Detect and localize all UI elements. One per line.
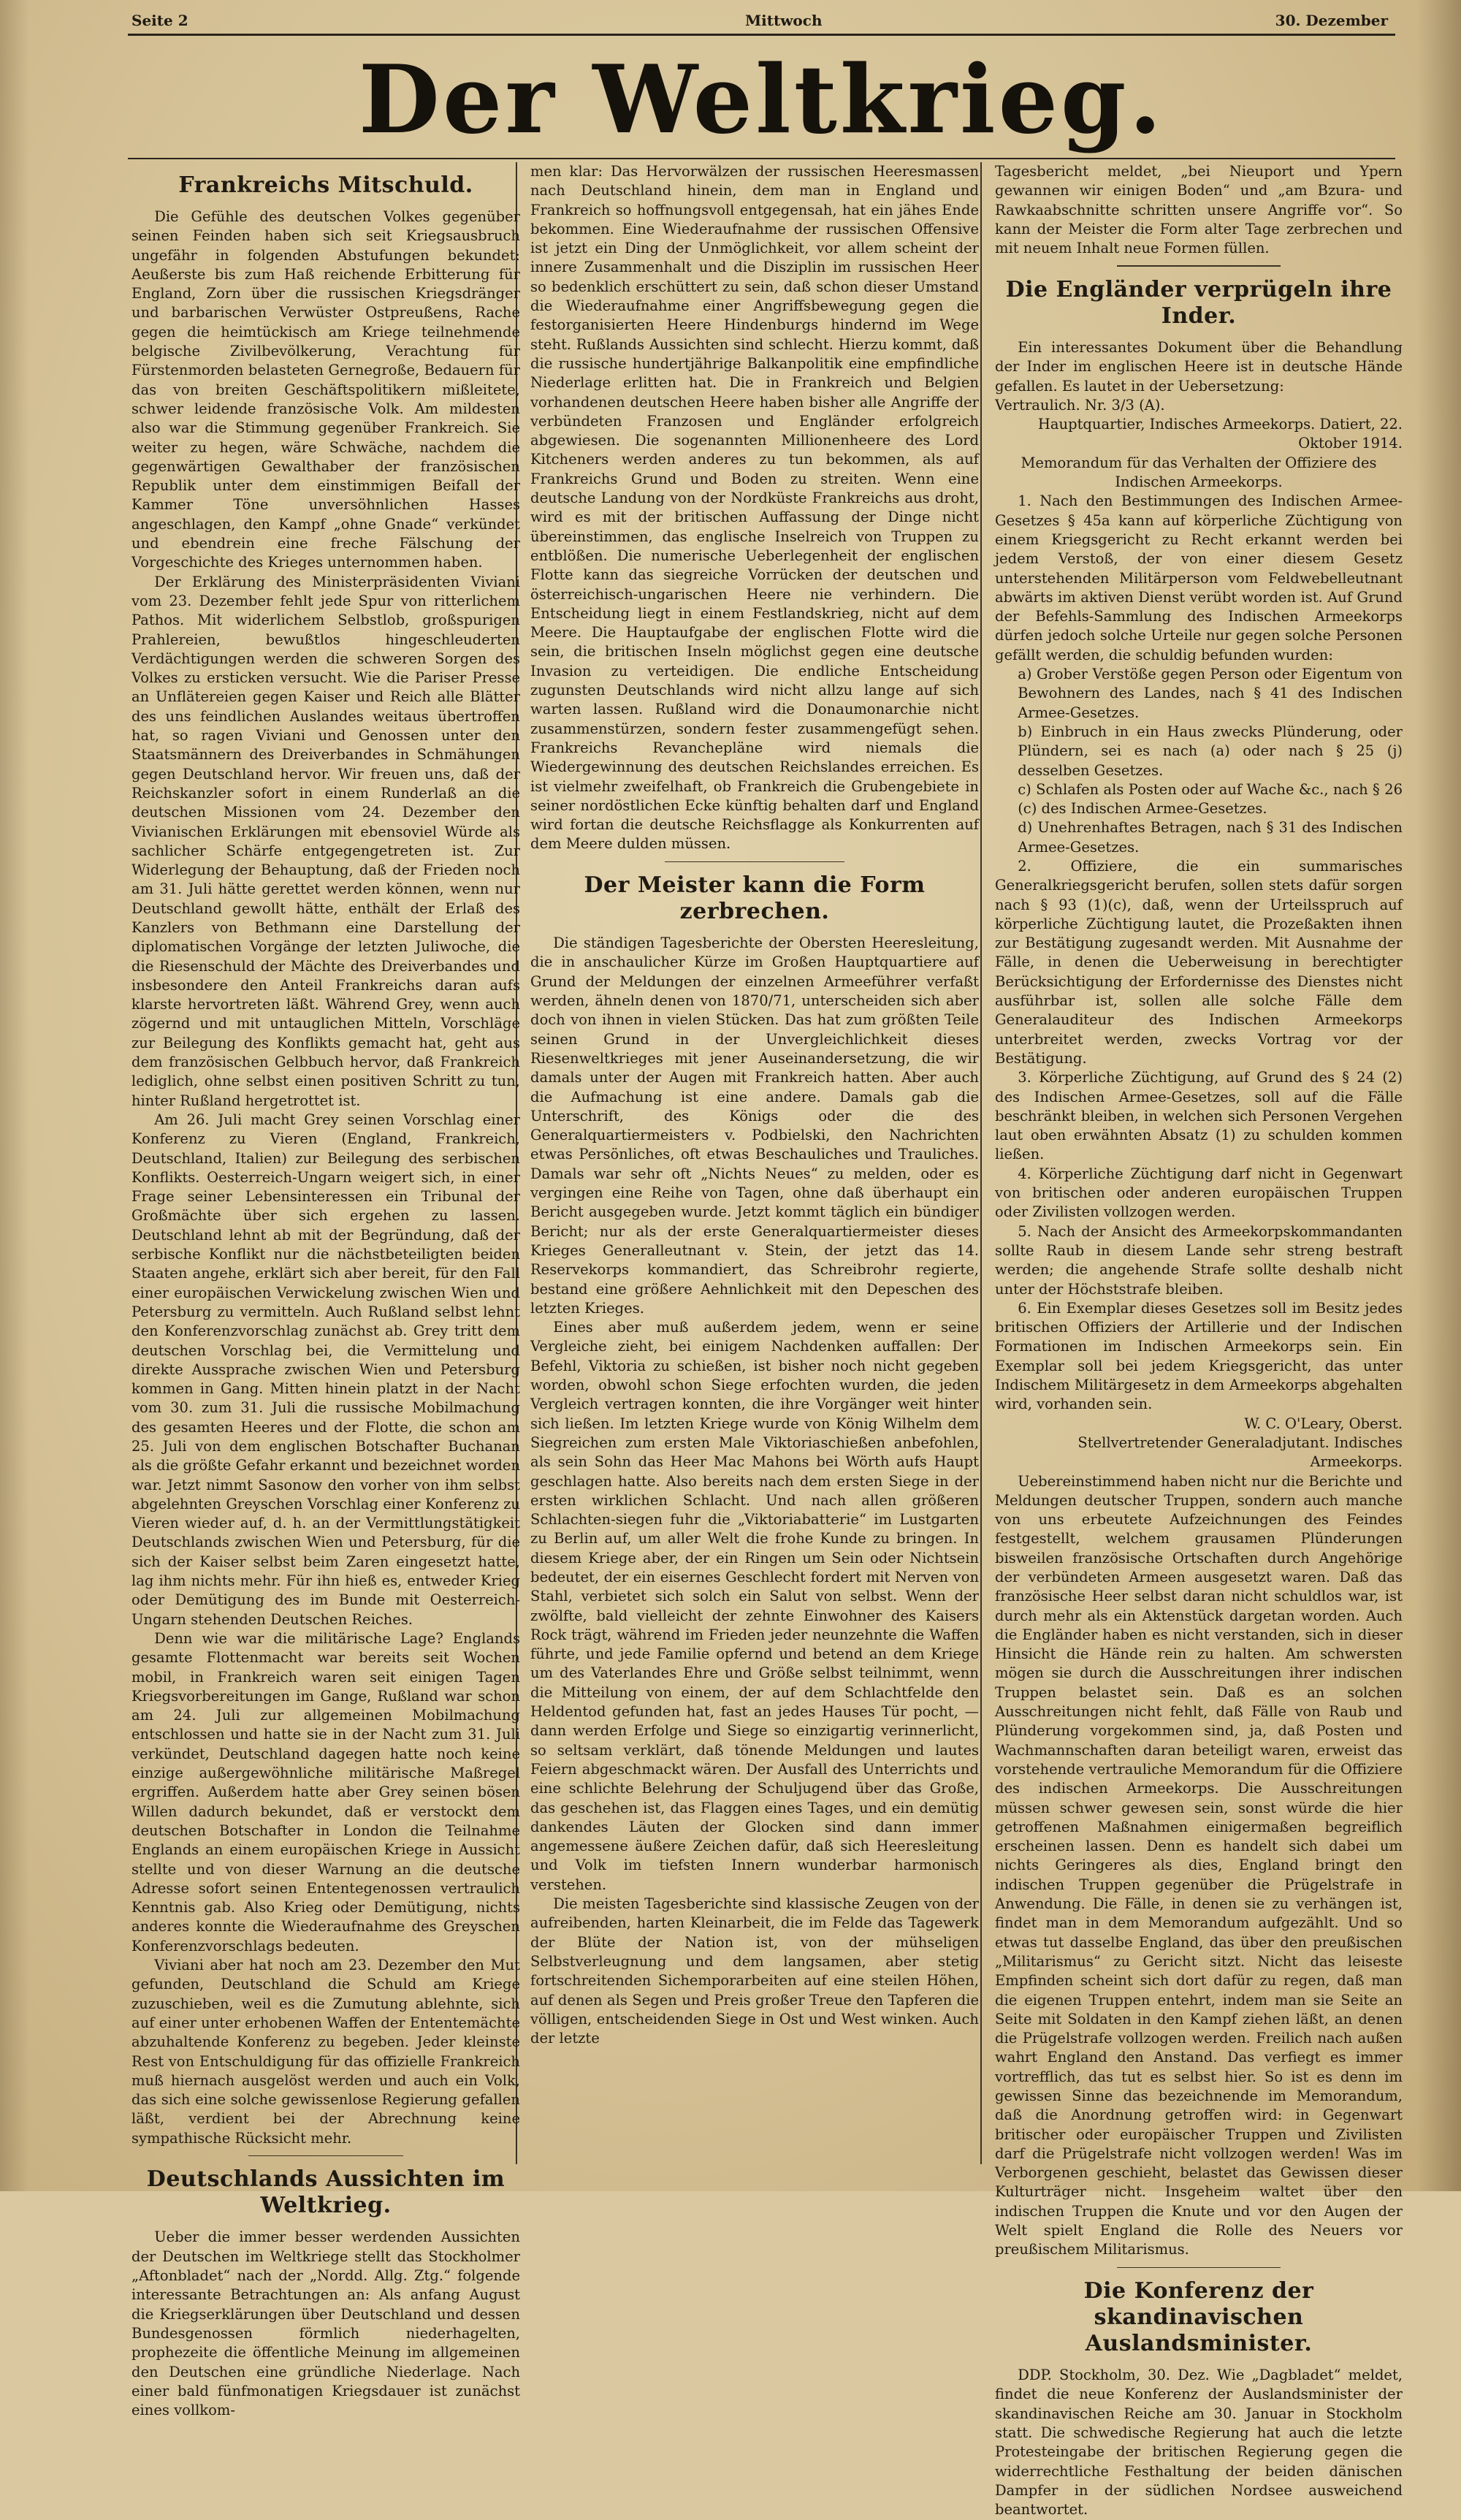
column-2 bbox=[520, 162, 985, 2164]
article-paragraph: Uebereinstimmend haben nicht nur die Berichte und Meldungen deutscher Truppen, sondern auch manche von uns erbeutete Aufzeichnungen des Feindes festgestellt, welchem grausamen Plünderungen bisweilen französische Ortschaften durch Angehörige der verbündeten Armeen ausgesetzt waren. Daß das französische Heer selbst daran nicht schuldlos war, ist durch mehr als ein Aktenstück dargetan worden. Auch die Engländer haben es nicht verstanden, sich in dieser Hinsicht die Hände rein zu halten. Am schwersten mögen sie durch die Ausschreitungen ihrer indischen Truppen belastet sein. Daß es an solchen Ausschreitungen nicht fehlt, daß Fälle von Raub und Plünderung vorgekommen sind, ja, daß Posten und Wachmannschaften daran beteiligt waren, erweist das vorstehende vertrauliche Memorandum für die Offiziere des indischen Armeekorps. Die Ausschreitungen müssen schwer gewesen sein, sonst würde die hier getroffenen Maßnahmen einigermaßen begreiflich erscheinen lassen. Denn es handelt sich dabei um nichts Geringeres als dies, England bringt den indischen Truppen gegenüber die Prügelstrafe in Anwendung. Die Fälle, in denen sie zu verhängen ist, findet man in dem Memorandum aufgezählt. Und so etwas tut dasselbe England, das über den preußischen „Militarismus“ zu Gericht sitzt. Nicht das leiseste Empfinden scheint sich dort dafür zu regen, daß man die eigenen Truppen entehrt, indem man sie Seite an Seite mit Soldaten in den Kampf ziehen läßt, an denen die Prügelstrafe vollzogen werden. Freilich nach außen wahrt England den Anstand. Das verfiegt es immer vortrefflich, das tut es selbst hier. So ist es denn im gewissen Sinne das bezeichnende im Memorandum, daß die Anordnung getroffen wird: in Gegenwart britischer oder europäischer Truppen und Zivilisten darf die Prügelstrafe nicht vollzogen werden! Was im Verborgenen geschieht, belastet das Gewissen dieser Kulturträger nicht. Insgeheim waltet über den indischen Truppen die Knute und vor den Augen der Welt spielt England die Rolle des Neuers vor preußischem Militarismus. bbox=[995, 1472, 1403, 2258]
article-headline: Der Meister kann die Form zerbrechen. bbox=[584, 872, 926, 925]
page-edge-shadow-right bbox=[1417, 0, 1461, 2191]
running-header bbox=[131, 10, 1388, 32]
article-paragraph: Ueber die immer besser werdenden Aussichten der Deutschen im Weltkriege stellt das Stockholmer „Aftonbladet“ nach der „Nordd. Allg. Ztg.“ folgende interessante Betrachtungen an: Als anfang August die Kriegserklärungen über Deutschland und dessen Bundesgenossen förmlich niederhagelten, prophezeite die öffentliche Meinung im allgemeinen den Deutschen eine gründliche Niederlage. Nach einer bald fünfmonatigen Kriegsdauer ist zunächst eines vollkom- bbox=[131, 2228, 520, 2419]
article-paragraph: 1. Nach den Bestimmungen des Indischen Armee-Gesetzes § 45a kann auf körperliche Züchtigung von einem Kriegsgericht zu Recht erkannt werden bei jedem Verstoß, der von einer diesem Gesetz unterstehenden Militärperson vom Feldwebelleutnant abwärts im aktiven Dienst verübt worden ist. Auf Grund der Befehls-Sammlung des Indischen Armeekorps dürfen jedoch solche Urteile nur gegen solche Personen gefällt werden, die schuldig befunden wurden: bbox=[995, 492, 1403, 663]
page-edge-shadow-left bbox=[0, 0, 29, 2191]
article-separator bbox=[665, 861, 844, 863]
article-paragraph: c) Schlafen als Posten oder auf Wache &c., nach § 26 (c) des Indischen Armee-Gesetzes. bbox=[1018, 780, 1403, 818]
article-headline: Die Engländer verprügeln ihre Inder. bbox=[1005, 276, 1392, 329]
article-separator bbox=[1117, 265, 1280, 267]
article-paragraph: Die ständigen Tagesberichte der Obersten Heeresleitung, die in anschaulicher Kürze im Großen Hauptquartiere auf Grund der Meldungen der einzelnen Armeeführer verfaßt werden, ähneln denen von 1870/71, unterscheiden sich aber doch von ihnen in vielen Stücken. Das hat zum größten Teile seinen Grund in der Unvergleichlichkeit dieses Riesenweltkrieges mit jener Auseinandersetzung, die wir damals unter der Augen mit Frankreich hatten. Aber auch die Aufmachung ist eine andere. Damals gab die Unterschrift, des Königs oder die des Generalquartiermeisters v. Podbielski, den Nachrichten etwas Persönliches, oft etwas Beschauliches und Trauliches. Damals war sehr oft „Nichts Neues“ zu melden, oder es vergingen eine Reihe von Tagen, ohne daß überhaupt ein Bericht ausgegeben wurde. Jetzt kommt täglich ein bündiger Bericht; nur als der erste Generalquartiermeister dieses Krieges Generalleutnant v. Stein, der jetzt das 14. Reservekorps kommandiert, das Schreibrohr regierte, bestand eine größere Aehnlichkeit mit den Depeschen des letzten Krieges. bbox=[530, 934, 979, 1317]
title-rule bbox=[128, 158, 1395, 159]
page-number: Seite 2 bbox=[131, 12, 188, 29]
article-paragraph: Ein interessantes Dokument über die Behandlung der Inder im englischen Heere ist in deutsche Hände gefallen. Es lautet in der Uebersetzung: bbox=[995, 338, 1403, 395]
article-paragraph: men klar: Das Hervorwälzen der russischen Heeresmassen nach Deutschland hinein, dem man in England und Frankreich so hoffnungsvoll entgegensah, hat ein jähes Ende bekommen. Eine Wiederaufnahme der russischen Offensive ist jetzt ein Ding der Unmöglichkeit, vor allem scheint der innere Zusammenhalt und die Disziplin im russischen Heer so bedenklich erschüttert zu sein, daß schon dieser Umstand die Wiederaufnahme einer Angriffsbewegung gegen die festorganisierten Heere Hindenburgs hindernd im Wege steht. Rußlands Aussichten sind schlecht. Hierzu kommt, daß die russische hundertjährige Balkanpolitik eine empfindliche Niederlage erlitten hat. Die in Frankreich und Belgien vorhandenen deutschen Heere haben bisher alle Angriffe der verbündeten Franzosen und Engländer erfolgreich abgewiesen. Die sogenannten Millionenheere des Lord Kitcheners werden anderes zu tun bekommen, als auf Frankreichs Grund und Boden zu streiten. Wenn eine deutsche Landung von der Nordküste Frankreichs aus droht, wird es mit der britischen Auffassung der Dinge nicht übereinstimmen, das englische Inselreich von Truppen zu entblößen. Die numerische Ueberlegenheit der englischen Flotte kann das siegreiche Vorrücken der deutschen und österreichisch-ungarischen Heere nie verhindern. Die Entscheidung liegt in einem Festlandskrieg, nicht auf dem Meere. Die Hauptaufgabe der englischen Flotte wird die sein, die britischen Inseln möglichst gegen eine deutsche Invasion zu verteidigen. Die endliche Entscheidung zugunsten Deutschlands wird nicht allzu lange auf sich warten lassen. Rußland wird die Donaumonarchie nicht zusammenstürzen, sondern fester zusammengefügt sehen. Frankreichs Revanchepläne wird niemals die Wiedergewinnung des deutschen Reichslandes erreichen. Es ist vielmehr zweifelhaft, ob Frankreich die Grubengebiete in seiner nordöstlichen Ecke künftig behalten darf und England wird fortan die deutsche Reichsflagge als Konkurrenten auf dem Meere dulden müssen. bbox=[530, 163, 979, 853]
article-paragraph: Denn wie war die militärische Lage? Englands gesamte Flottenmacht war bereits seit Wochen mobil, in Frankreich waren seit einigen Tagen Kriegsvorbereitungen im Gange, Rußland war schon am 24. Juli zur allgemeinen Mobilmachung entschlossen und hatte sie in der Nacht zum 31. Juli verkündet, Deutschland dagegen hatte noch keine einzige außergewöhnliche militärische Maßregel ergriffen. Außerdem hatte aber Grey seinen bösen Willen dadurch bekundet, daß er verstockt dem deutschen Botschafter in London die Teilnahme Englands an einem europäischen Kriege in Aussicht stellte und von dieser Warnung an die deutsche Adresse sofort seinen Ententegenossen vertraulich Kenntnis gab. Also Krieg oder Demütigung, nichts anderes konnte die Wiederaufnahme des Greyschen Konferenzvorschlags bedeuten. bbox=[131, 1629, 520, 1954]
article-paragraph: a) Grober Verstöße gegen Person oder Eigentum von Bewohnern des Landes, nach § 41 des Indischen Armee-Gesetzes. bbox=[1018, 666, 1403, 721]
article-paragraph: Die meisten Tagesberichte sind klassische Zeugen von der aufreibenden, harten Kleinarbeit, die im Felde das Tagewerk der Blüte der Nation ist, von der mühseligen Selbstverleugnung und dem langsamen, aber stetig fortschreitenden Sichemporarbeiten auf eine steilen Höhen, auf denen als Segen und Preis großer Treue den Tapferen die völligen, entscheidenden Siege in Ost und West winken. Auch der letzte bbox=[530, 1895, 979, 2047]
article-headline: Die Konferenz der skandinavischen Auslandsminister. bbox=[1083, 2278, 1314, 2357]
article-paragraph: 6. Ein Exemplar dieses Gesetzes soll im Besitz jedes britischen Offiziers der Artillerie und der Indischen Formationen im Indischen Armeekorps sein. Ein Exemplar soll bei jedem Kriegsgericht, das unter Indischem Militärgesetz in dem Armeekorps abgehalten wird, vorhanden sein. bbox=[995, 1299, 1403, 1413]
article-separator bbox=[248, 2155, 404, 2157]
article-paragraph: 5. Nach der Ansicht des Armeekorpskommandanten sollte Raub in diesem Lande sehr streng bestraft werden; die angehende Strafe sollte deshalb nicht unter der Höchststrafe bleiben. bbox=[995, 1222, 1403, 1298]
header-rule bbox=[128, 34, 1395, 36]
article-paragraph: Am 26. Juli macht Grey seinen Vorschlag einer Konferenz zu Vieren (England, Frankreich, Deutschland, Italien) zur Beilegung des serbischen Konflikts. Oesterreich-Ungarn weigert sich, in einer Frage seiner Lebensinteressen ein Tribunal der Großmächte über sich ergehen zu lassen. Deutschland lehnt ab mit der Begründung, daß der serbische Konflikt nur die nächstbeteiligten beiden Staaten angehe, erklärt sich aber bereit, für den Fall einer europäischen Verwickelung zwischen Wien und Petersburg zu vermitteln. Auch Rußland selbst lehnt den Konferenzvorschlag zunächst ab. Grey tritt dem deutschen Vorschlag bei, die Vermittelung und direkte Aussprache zwischen Wien und Petersburg kommen in Gang. Mitten hinein platzt in der Nacht vom 30. zum 31. Juli die russische Mobilmachung des gesamten Heeres und der Flotte, die schon am 25. Juli von dem englischen Botschafter Buchanan als die größte Gefahr erkannt und bezeichnet worden war. Jetzt nimmt Sasonow den vorher von ihm selbst abgelehnten Greyschen Vorschlag einer Konferenz zu Vieren wieder auf, d. h. an der Vermittlungstätigkeit Deutschlands zwischen Wien und Petersburg, für die sich der Kaiser selbst beim Zaren eingesetzt hatte, lag ihm nichts mehr. Für ihn hieß es, entweder Krieg oder Demütigung des im Bunde mit Oesterreich-Ungarn stehenden Deutschen Reiches. bbox=[131, 1111, 520, 1628]
article-paragraph: Hauptquartier, Indisches Armeekorps. Datiert, 22. Oktober 1914. bbox=[1037, 416, 1403, 452]
article-paragraph: 3. Körperliche Züchtigung, auf Grund des § 24 (2) des Indischen Armee-Gesetzes, soll auf die Fälle beschränkt bleiben, in welchen sich Personen Vergehen laut oben erwähnten Absatz (1) zu schulden kommen ließen. bbox=[995, 1069, 1403, 1163]
article-paragraph: Viviani aber hat noch am 23. Dezember den Mut gefunden, Deutschland die Schuld am Kriege zuzuschieben, weil es die Zumutung ablehnte, sich auf einer unter erhobenen Waffen der Ententemächte abzuhaltende Konferenz zu begeben. Jeder kleinste Rest von Entschuldigung für das offizielle Frankreich muß hiernach ausgelöst werden und auch ein Volk, das sich eine solche gewissenlose Regierung gefallen läßt, verdient bei der Abrechnung keine sympathische Rücksicht mehr. bbox=[131, 1957, 520, 2147]
article-paragraph: Die Gefühle des deutschen Volkes gegenüber seinen Feinden haben sich seit Kriegsausbruch ungefähr in folgenden Abstufungen bekundet: Aeußerste bis zum Haß reichende Erbitterung für England, Zorn über die russischen Kriegsdränger und barbarischen Verwüster Ostpreußens, Rache gegen die heimtückisch am Kriege teilnehmende belgische Zivilbevölkerung, Verachtung für Fürstenmorden belasteten Gernegroße, Bedauern für das von breiten Geschäftspolitikern mißleitete, schwer leidende französische Volk. Am mildesten also war die Stimmung gegenüber Frankreich. Sie weiter zu hegen, wäre Schwäche, nachdem die gegenwärtigen Gewalthaber der französischen Republik unter dem einstimmigen Beifall der Kammer Töne unversöhnlichen Hasses angeschlagen, den Kampf „ohne Gnade“ verkündet und ebendrein eine freche Fälschung der Vorgeschichte des Krieges unternommen haben. bbox=[131, 208, 520, 571]
weekday: Mittwoch bbox=[745, 12, 823, 29]
article-separator bbox=[1117, 2267, 1280, 2269]
article-paragraph: Der Erklärung des Ministerpräsidenten Viviani vom 23. Dezember fehlt jede Spur von ritterlichem Pathos. Mit widerlichem Selbstlob, großspurigen Prahlereien, bewußtlos hingeschleuderten Verdächtigungen werden die schweren Sorgen des Volkes zu ersticken versucht. Wie die Pariser Presse an Unflätereien gegen Kaiser und Reich alle Blätter des uns feindlichen Auslandes weitaus übertroffen hat, so ragen Viviani und Genossen unter den Staatsmännern des Dreiverbandes in Schmähungen gegen Deutschland hervor. Wir freuen uns, daß der Reichskanzler sofort in einem Runderlaß an die deutschen Missionen vom 24. Dezember den Vivianischen Erklärungen mit ebensoviel Würde als sachlicher Schärfe entgegengetreten ist. Zur Widerlegung der Behauptung, daß der Frieden noch am 31. Juli hätte gerettet werden können, wenn nur Deutschland gewollt hätte, enthält der Erlaß des Kanzlers von Bethmann eine Darstellung der diplomatischen Vorgänge der letzten Juliwoche, die die Riesenschuld der Mächte des Dreiverbandes und insbesondere den Anteil Frankreichs daran aufs klarste hervortreten läßt. Während Grey, wenn auch zögernd und mit untauglichen Mitteln, Vorschläge zur Beilegung des Konflikts gemacht hat, geht aus dem französischen Gelbbuch hervor, daß Frankreich lediglich, ohne selbst einen positiven Schritt zu tun, hinter Rußland hergetrottet ist. bbox=[131, 573, 520, 1109]
article-paragraph: 2. Offiziere, die ein summarisches Generalkriegsgericht berufen, sollen stets dafür sorgen nach § 93 (1)(c), daß, wenn der Urteilsspruch auf körperliche Züchtigung lautet, die Prozeßakten ihnen zur Bestätigung zugesandt werden. Mit Ausnahme der Fälle, in denen die Ueberweisung in berechtigter Berücksichtigung der Erfordernisse des Dienstes nicht ausführbar ist, sollen alle solche Fälle dem Generalauditeur des Indischen Armeekorps unterbreitet werden, zwecks Vortrag vor der Bestätigung. bbox=[995, 858, 1403, 1067]
article-paragraph: Vertraulich. Nr. 3/3 (A). bbox=[995, 396, 1165, 414]
article-headline: Deutschlands Aussichten im Weltkrieg. bbox=[146, 2166, 506, 2219]
article-paragraph: Eines aber muß außerdem jedem, wenn er seine Vergleiche zieht, bei einigem Nachdenken auffallen: Der Befehl, Viktoria zu schießen, ist bisher noch nicht gegeben worden, obwohl schon Siege erfochten wurden, die jeden Vergleich vertragen konnten, die ihre Vorgänger weit hinter sich ließen. Im letzten Kriege wurde von König Wilhelm dem Siegreichen zum ersten Male Viktoriaschießen anbefohlen, als sein Sohn das Heer Mac Mahons bei Wörth aufs Haupt geschlagen hatte. Also bereits nach dem ersten Siege in der ersten wirklichen Schlacht. Und nach allen größeren Schlachten-siegen fuhr die „Viktoriabatterie“ im Lustgarten zu Berlin auf, um aller Welt die frohe Kunde zu bringen. In diesem Kriege aber, der ein Ringen um Sein oder Nichtsein bedeutet, der ein eisernes Geschlecht fordert mit Nerven von Stahl, verbietet sich solch ein Salut von selbst. Wenn der zwölfte, bald vielleicht der zehnte Einwohner des Kaisers Rock trägt, während im Frieden jeder neunzehnte die Waffen führte, und jede Familie opfernd und betend an dem Kriege um des Vaterlandes Ehre und Größe selbst teilnimmt, wenn die Mitteilung von einem, der auf dem Schlachtfelde den Heldentod gefunden hat, fast an jedes Hauses Tür pocht, — dann werden Erfolge und Siege so einzigartig verinnerlicht, so seltsam verklärt, daß tönende Meldungen und lautes Feiern abgeschmackt wären. Der Ausfall des Unterrichts und eine schlichte Belehrung der Schuljugend über das Große, das geschehen ist, das Flaggen eines Tages, und ein demütig dankendes Läuten der Glocken sind dann immer angemessene äußere Zeichen dafür, daß sich Heeresleitung und Volk im tiefsten Innern wunderbar harmonisch verstehen. bbox=[530, 1319, 979, 1893]
article-paragraph: b) Einbruch in ein Haus zwecks Plünderung, oder Plündern, sei es nach (a) oder nach § 25 (j) desselben Gesetzes. bbox=[1018, 723, 1403, 779]
article-paragraph: W. C. O'Leary, Oberst. bbox=[1244, 1415, 1403, 1432]
article-paragraph: Stellvertretender Generaladjutant. Indisches Armeekorps. bbox=[1077, 1434, 1403, 1471]
issue-date: 30. Dezember bbox=[1275, 12, 1388, 29]
article-paragraph: 4. Körperliche Züchtigung darf nicht in Gegenwart von britischen oder anderen europäischen Truppen oder Zivilisten vollzogen werden. bbox=[995, 1165, 1403, 1221]
column-1 bbox=[131, 162, 520, 2419]
section-title: Der Weltkrieg. bbox=[358, 45, 1165, 155]
article-headline: Frankreichs Mitschuld. bbox=[178, 172, 473, 198]
article-paragraph: Tagesbericht meldet, „bei Nieuport und Ypern gewannen wir einigen Boden“ und „am Bzura- und Rawkaabschnitte schritten unsere Angriffe vor“. So kann der Meister die Form alter Tage zerbrechen und mit neuem Inhalt neue Formen füllen. bbox=[995, 163, 1403, 257]
article-paragraph: DDP. Stockholm, 30. Dez. Wie „Dagbladet“ meldet, findet die neue Konferenz der Auslandsminister der skandinavischen Reiche am 30. Januar in Stockholm statt. Die schwedische Regierung hat auch die letzte Protesteingabe der britischen Regierung gegen die widerrechtliche Festhaltung der beiden dänischen Dampfer in der südlichen Nordsee ausweichend beantwortet. bbox=[995, 2367, 1403, 2519]
column-3 bbox=[985, 162, 1403, 2519]
article-paragraph: d) Unehrenhaftes Betragen, nach § 31 des Indischen Armee-Gesetzes. bbox=[1018, 819, 1403, 856]
article-paragraph: Memorandum für das Verhalten der Offiziere des Indischen Armeekorps. bbox=[1021, 454, 1377, 491]
